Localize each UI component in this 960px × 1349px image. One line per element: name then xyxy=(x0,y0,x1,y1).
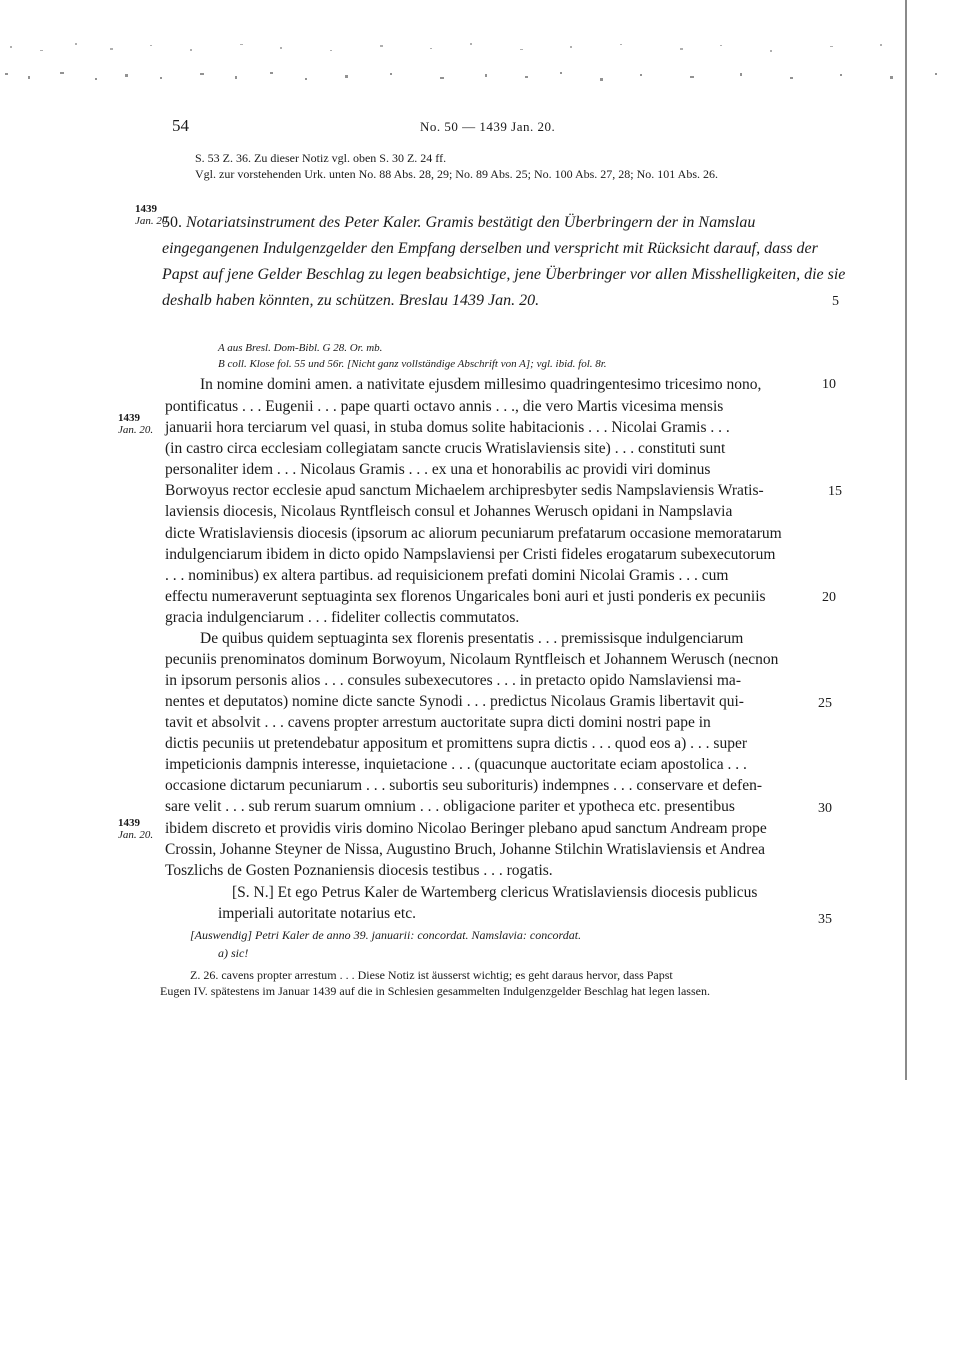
text-line: pontificatus . . . Eugenii . . . pape quarti octavo annis . . ., die vero Martis vicesima mensis xyxy=(165,398,724,415)
text-line: ibidem discreto et providis viris domino Nicolao Beringer plebano apud sanctum Andream prope xyxy=(165,820,767,837)
endorsement-note: [Auswendig] Petri Kaler de anno 39. januarii: concordat. Namslavia: concordat. xyxy=(190,928,582,942)
preceding-note-line: Vgl. zur vorstehenden Urk. unten No. 88 Abs. 28, 29; No. 89 Abs. 25; No. 100 Abs. 27, 28; No. 101 Abs. 26. xyxy=(195,167,718,181)
text-line: sare velit . . . sub rerum suarum omnium . . . obligacione pariter et ypotheca etc. presentibus xyxy=(165,798,735,815)
text-line: pecuniis prenominatos dominum Borwoyum, Nicolaum Ryntfleisch et Johannem Werusch (necnon xyxy=(165,651,779,668)
text-line: imperiali autoritate notarius etc. xyxy=(218,905,416,922)
text-line: laviensis diocesis, Nicolaus Ryntfleisch consul et Johannes Werusch opidani in Nampslavia xyxy=(165,503,733,520)
text-line: effectu numeraverunt septuaginta sex florenos Ungaricales boni auri et justi ponderis ex pecuniis xyxy=(165,588,766,605)
margin-day: Jan. 20. xyxy=(118,829,154,841)
sigla-line: A aus Bresl. Dom-Bibl. G 28. Or. mb. xyxy=(218,342,383,354)
preceding-note-line: S. 53 Z. 36. Zu dieser Notiz vgl. oben S. 30 Z. 24 ff. xyxy=(195,151,447,165)
text-line: dictis pecuniis ut pretendebatur appositum et promittens supra dictis . . . quod eos a) . . . super xyxy=(165,735,747,752)
page-number: 54 xyxy=(172,116,189,135)
line-number: 10 xyxy=(822,377,836,392)
text-line: (in castro circa ecclesiam collegiatam sancte crucis Wratislaviensis site) . . . constituti sunt xyxy=(165,440,726,457)
text-line: impeticionis dampnis interesse, inquietacione . . . (quacunque auctoritate eciam apostolica . . . xyxy=(165,756,747,773)
text-line: gracia indulgenciarum . . . fideliter collectis commutatos. xyxy=(165,609,520,626)
manuscript-sigla xyxy=(218,340,607,372)
regest-text: Notariatsinstrument des Peter Kaler. Gramis bestätigt den Überbringern der in Namslau eingegangenen Indulgenzgelder den Empfang derselben und verspricht mit Rücksicht darauf, dass der Papst auf jene Gelder Beschlag zu legen beabsichtige, jene Überbringer vor allen Misshelligkeiten, die sie deshalb haben könnten, zu schützen. Breslau 1439 Jan. 20. xyxy=(162,214,846,309)
line-number: 5 xyxy=(832,294,839,309)
line-number: 15 xyxy=(828,484,842,499)
textual-note: a) sic! xyxy=(218,946,249,960)
line-number: 30 xyxy=(818,801,832,816)
margin-year: 1439 xyxy=(118,817,140,829)
document-number: 50. xyxy=(162,214,182,231)
footnote-line: Eugen IV. spätestens im Januar 1439 auf die in Schlesien gesammelten Indulgenzgelder Beschlag hat legen lassen. xyxy=(160,984,710,998)
margin-date xyxy=(118,412,153,436)
running-head: No. 50 — 1439 Jan. 20. xyxy=(420,119,556,134)
text-line: nentes et deputatos) nomine dicte sancte Synodi . . . predictus Nicolaus Gramis libertavit qui- xyxy=(165,693,744,710)
line-number: 35 xyxy=(818,912,832,927)
text-line: In nomine domini amen. a nativitate ejusdem millesimo quadringentesimo tricesimo nono, xyxy=(200,376,762,393)
text-line: dicte Wratislaviensis diocesis (ipsorum ac aliorum pecuniarum prefatarum occasione memoratarum xyxy=(165,525,782,542)
text-line: personaliter idem . . . Nicolaus Gramis . . . ex una et honorabilis ac providi viri dominus xyxy=(165,461,711,478)
margin-day: Jan. 20. xyxy=(135,215,171,227)
document-regest xyxy=(162,210,852,314)
line-number: 20 xyxy=(822,590,836,605)
text-line: indulgenciarum ibidem in dicto opido Nampslaviensi per Cristi fideles erogatarum subexecutorum xyxy=(165,546,776,563)
text-line: Crossin, Johanne Steyner de Nissa, Augustino Bruch, Johanne Stilchin Wratislaviensis et Andrea xyxy=(165,841,766,858)
text-line: . . . nominibus) ex altera partibus. ad requisicionem prefati domini Nicolai Gramis . . . cum xyxy=(165,567,729,584)
preceding-note xyxy=(195,150,718,182)
text-line: [S. N.] Et ego Petrus Kaler de Wartemberg clericus Wratislaviensis diocesis publicus xyxy=(232,884,758,901)
text-line: occasione dictarum pecuniarum . . . subortis seu suborituris) indempnes . . . conservare et defen- xyxy=(165,777,762,794)
text-line: Toszlichs de Gosten Poznaniensis diocesis testibus . . . rogatis. xyxy=(165,862,553,879)
scan-noise-band xyxy=(0,28,960,98)
text-line: Borwoyus rector ecclesie apud sanctum Michaelem archipresbyter sedis Nampslaviensis Wratis- xyxy=(165,482,764,499)
sigla-line: B coll. Klose fol. 55 und 56r. [Nicht ganz vollständige Abschrift von A]; vgl. ibid. fol. 8r. xyxy=(218,358,607,370)
line-number: 25 xyxy=(818,696,832,711)
margin-day: Jan. 20. xyxy=(118,424,154,436)
margin-year: 1439 xyxy=(118,412,140,424)
text-line: De quibus quidem septuaginta sex florenis presentatis . . . premissisque indulgenciarum xyxy=(200,630,744,647)
scan-edge-line xyxy=(905,0,907,1080)
footnote-line: Z. 26. cavens propter arrestum . . . Diese Notiz ist äusserst wichtig; es geht daraus hervor, dass Papst xyxy=(190,968,673,982)
margin-year: 1439 xyxy=(135,203,157,215)
margin-date xyxy=(118,817,153,841)
text-line: tavit et absolvit . . . cavens propter arrestum auctoritate supra dicti domini nostri pape in xyxy=(165,714,711,731)
text-line: in ipsorum personis alios . . . consules subexecutores . . . in pretacto opido Namslaviensi ma- xyxy=(165,672,741,689)
text-line: januarii hora terciarum vel quasi, in stuba domus solite habitacionis . . . Nicolai Gramis . . . xyxy=(165,419,730,436)
